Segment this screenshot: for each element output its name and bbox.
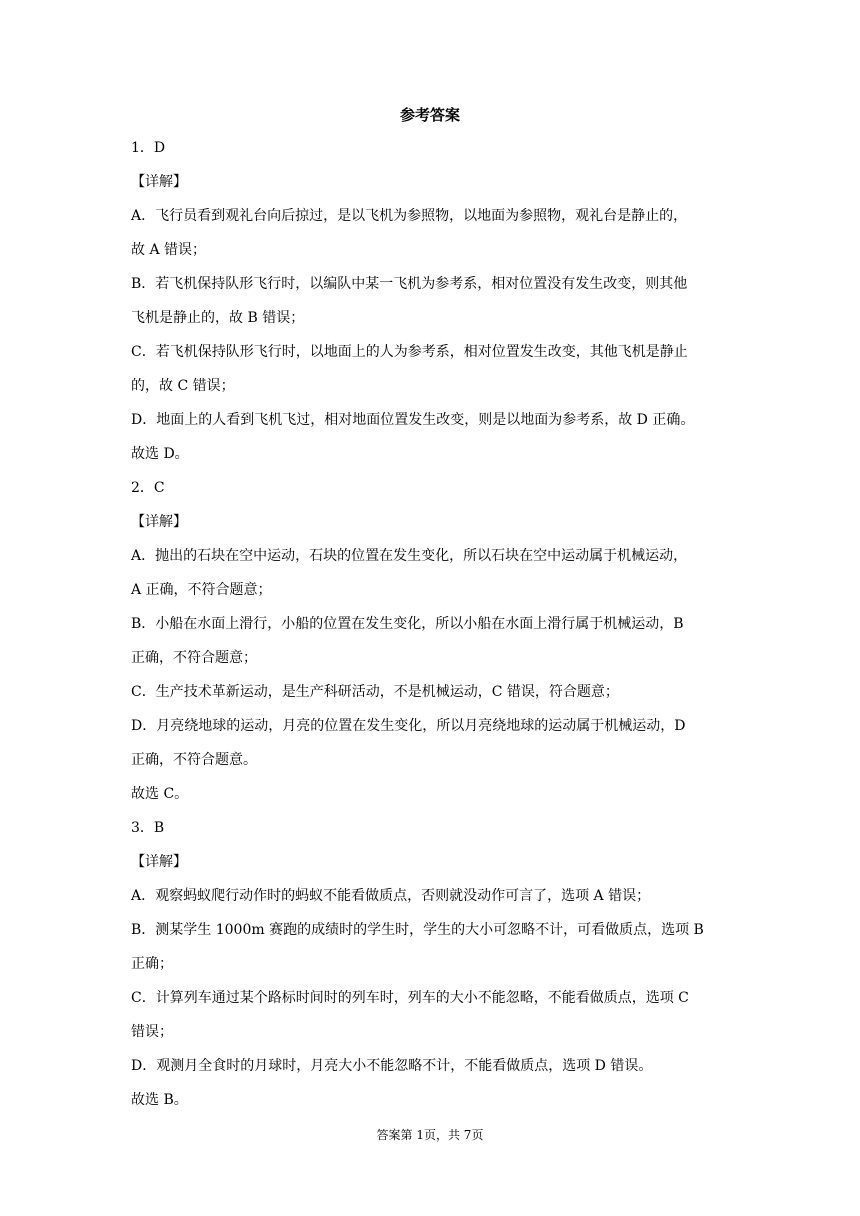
text-line: 2．C: [131, 480, 165, 496]
text-line: 3．B: [131, 820, 165, 836]
text-line: B．若飞机保持队形飞行时，以编队中某一飞机为参考系，相对位置没有发生改变，则其他: [131, 276, 688, 292]
text-line: B．测某学生 1000m 赛跑的成绩时的学生时，学生的大小可忽略不计，可看做质点，选项 B: [131, 922, 704, 938]
text-line: 故 A 错误；: [131, 242, 207, 258]
text-line: C．若飞机保持队形飞行时，以地面上的人为参考系，相对位置发生改变，其他飞机是静止: [131, 344, 688, 360]
text-line: 错误；: [131, 1024, 173, 1040]
text-line: A．抛出的石块在空中运动，石块的位置在发生变化，所以石块在空中运动属于机械运动，: [131, 548, 688, 564]
text-line: D．地面上的人看到飞机飞过，相对地面位置发生改变，则是以地面为参考系，故 D 正确。: [131, 412, 695, 428]
text-line: D．观测月全食时的月球时，月亮大小不能忽略不计，不能看做质点，选项 D 错误。: [131, 1058, 653, 1074]
text-line: C．生产技术革新运动，是生产科研活动，不是机械运动，C 错误，符合题意；: [131, 684, 619, 700]
text-line: A 正确，不符合题意；: [131, 582, 272, 598]
text-line: 正确；: [131, 956, 173, 972]
page-footer: 答案第 1页，共 7页: [376, 1128, 484, 1142]
text-line: 飞机是静止的，故 B 错误；: [131, 310, 305, 326]
text-line: 【详解】: [131, 514, 187, 530]
page-title: 参考答案: [399, 106, 460, 124]
text-line: 1．D: [131, 140, 166, 156]
text-line: 【详解】: [131, 174, 187, 190]
answer-body: [131, 131, 731, 1117]
text-line: 【详解】: [131, 854, 187, 870]
text-line: A．观察蚂蚁爬行动作时的蚂蚁不能看做质点，否则就没动作可言了，选项 A 错误；: [131, 888, 651, 904]
text-line: 故选 B。: [131, 1092, 188, 1108]
text-line: B．小船在水面上滑行，小船的位置在发生变化，所以小船在水面上滑行属于机械运动，B: [131, 616, 684, 632]
text-line: C．计算列车通过某个路标时间时的列车时，列车的大小不能忽略，不能看做质点，选项 C: [131, 990, 689, 1006]
text-line: 故选 C。: [131, 786, 189, 802]
text-line: 的，故 C 错误；: [131, 378, 235, 394]
text-line: A．飞行员看到观礼台向后掠过，是以飞机为参照物，以地面为参照物，观礼台是静止的，: [131, 208, 688, 224]
text-line: 故选 D。: [131, 446, 189, 462]
text-line: 正确，不符合题意。: [131, 752, 257, 768]
text-line: 正确，不符合题意；: [131, 650, 257, 666]
text-line: D．月亮绕地球的运动，月亮的位置在发生变化，所以月亮绕地球的运动属于机械运动，D: [131, 718, 686, 734]
